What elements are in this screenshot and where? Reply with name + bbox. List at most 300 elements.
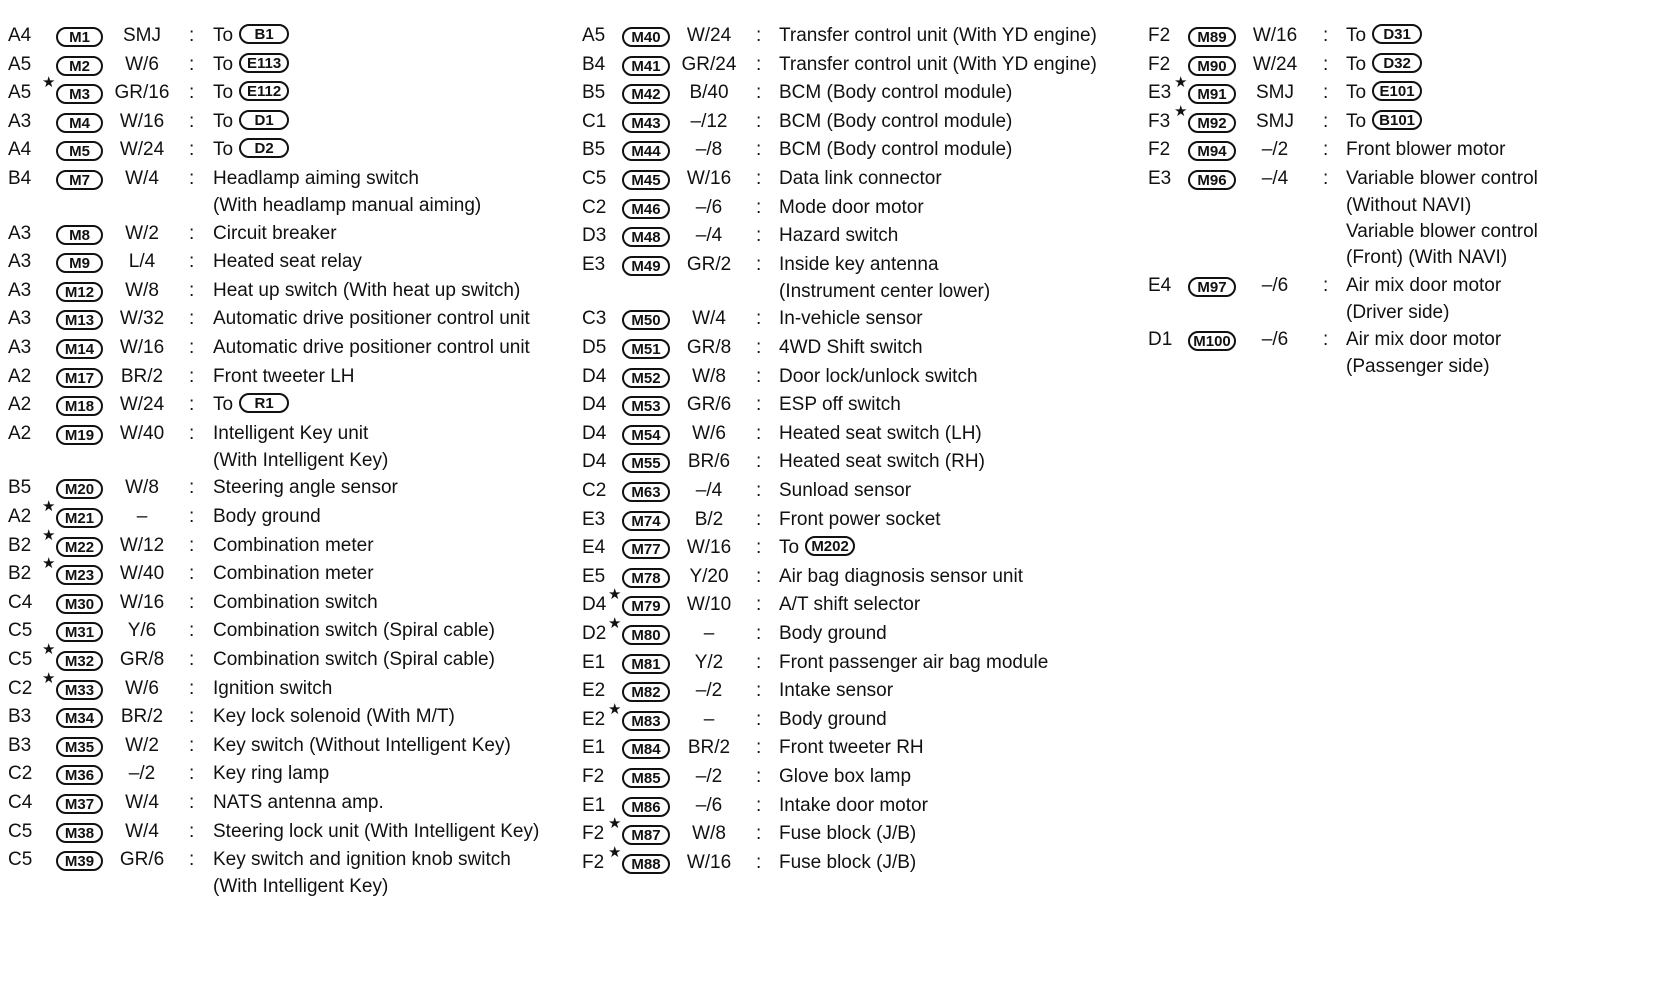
connector-description	[779, 563, 1023, 591]
description-line: Transfer control unit (With YD engine)	[779, 53, 1097, 75]
connector-description	[1346, 108, 1422, 136]
to-label: To	[1346, 110, 1367, 132]
connector-badge: M42	[622, 84, 670, 104]
wire-spec: –/2	[128, 763, 156, 785]
connector-badge: M44	[622, 141, 670, 161]
connector-badge: M86	[622, 797, 670, 817]
wire-spec: W/24	[1252, 53, 1298, 75]
connector-badge: M32	[56, 651, 103, 671]
connector-description	[779, 420, 982, 448]
connector-badge: M85	[622, 768, 670, 788]
description-line: Air bag diagnosis sensor unit	[779, 565, 1023, 587]
wire-spec: –/6	[1261, 274, 1289, 296]
grid-reference: A4	[8, 139, 32, 161]
wire-spec: SMJ	[123, 25, 161, 46]
grid-reference: C3	[582, 308, 607, 330]
description-line: (Driver side)	[1346, 301, 1450, 323]
wire-spec: W/16	[119, 337, 165, 358]
connector-description	[779, 222, 898, 250]
connector-badge: M46	[622, 199, 670, 219]
grid-reference: E2	[582, 708, 606, 730]
description-line: Key ring lamp	[213, 763, 330, 785]
grid-reference: E4	[1148, 274, 1172, 296]
grid-reference: A3	[8, 308, 32, 330]
connector-description	[213, 305, 530, 333]
separator: :	[756, 110, 762, 132]
wire-spec: W/16	[119, 110, 165, 132]
grid-reference: E3	[1148, 168, 1172, 189]
wire-spec: W/8	[692, 365, 726, 387]
connector-description	[213, 560, 374, 588]
grid-reference: A2	[8, 394, 32, 416]
connector-badge: M90	[1188, 56, 1236, 76]
target-connector-badge: B1	[239, 24, 289, 44]
grid-reference: E3	[582, 508, 606, 530]
separator: :	[189, 308, 195, 330]
description-line: Automatic drive positioner control unit	[213, 337, 530, 358]
wire-spec: BR/2	[120, 706, 164, 728]
wire-spec: –/8	[695, 139, 723, 161]
wire-spec: W/4	[125, 168, 159, 189]
separator: :	[756, 337, 762, 358]
wire-spec: –	[703, 708, 715, 730]
separator: :	[1323, 82, 1329, 104]
connector-badge: M39	[56, 851, 103, 871]
wire-spec: Y/2	[694, 651, 724, 673]
separator: :	[756, 565, 762, 587]
target-connector-badge: D1	[239, 110, 289, 130]
star-icon: ★	[42, 669, 56, 687]
wire-spec: Y/20	[689, 565, 729, 587]
description-line: Intelligent Key unit	[213, 422, 369, 444]
wire-spec: W/8	[125, 477, 159, 499]
wire-spec: –	[703, 623, 715, 644]
description-line: Automatic drive positioner control unit	[213, 308, 530, 330]
grid-reference: C2	[8, 763, 33, 785]
grid-reference: A2	[8, 422, 32, 444]
star-icon: ★	[608, 700, 622, 718]
connector-badge: M94	[1188, 141, 1236, 161]
wire-spec: BR/6	[687, 451, 731, 473]
connector-description	[779, 849, 916, 877]
connector-badge: M14	[56, 339, 103, 359]
separator: :	[189, 706, 195, 728]
separator: :	[189, 792, 195, 813]
description-line: 4WD Shift switch	[779, 337, 923, 358]
description-line: Heated seat relay	[213, 251, 362, 273]
wire-spec: GR/16	[114, 82, 170, 104]
connector-description	[213, 760, 329, 788]
wire-spec: W/10	[686, 594, 732, 616]
description-line: Front power socket	[779, 508, 941, 530]
wire-spec: W/8	[692, 823, 726, 845]
separator: :	[756, 623, 762, 644]
connector-badge: M78	[622, 568, 670, 588]
wire-spec: W/16	[686, 851, 732, 873]
separator: :	[189, 477, 195, 499]
wire-spec: –/4	[695, 225, 723, 247]
description-line: Heat up switch (With heat up switch)	[213, 279, 521, 301]
to-label: To	[1346, 82, 1367, 104]
grid-reference: A3	[8, 110, 32, 132]
connector-badge: M87	[622, 825, 670, 845]
wire-spec: Y/6	[127, 620, 157, 642]
connector-badge: M63	[622, 482, 670, 502]
description-line: (With Intelligent Key)	[213, 449, 389, 471]
connector-badge: M48	[622, 227, 670, 247]
separator: :	[756, 480, 762, 501]
description-line: Sunload sensor	[779, 480, 912, 501]
grid-reference: D4	[582, 451, 607, 473]
connector-description	[779, 305, 923, 333]
to-label: To	[213, 82, 234, 104]
connector-description	[213, 363, 355, 391]
connector-description	[213, 503, 321, 531]
separator: :	[756, 422, 762, 444]
connector-description	[779, 334, 923, 362]
description-line: Headlamp aiming switch	[213, 168, 419, 189]
to-label: To	[1346, 25, 1367, 46]
connector-description	[779, 734, 924, 762]
description-line: Combination switch (Spiral cable)	[213, 649, 495, 670]
description-line: A/T shift selector	[779, 594, 921, 616]
connector-badge: M84	[622, 739, 670, 759]
connector-badge: M83	[622, 711, 670, 731]
grid-reference: C4	[8, 792, 33, 813]
separator: :	[189, 506, 195, 527]
star-icon: ★	[1174, 74, 1188, 92]
connector-description	[779, 165, 942, 193]
grid-reference: A5	[8, 53, 32, 75]
description-line: Air mix door motor	[1346, 329, 1502, 351]
connector-description	[213, 277, 520, 305]
separator: :	[189, 820, 195, 842]
connector-badge: M89	[1188, 27, 1236, 47]
grid-reference: D4	[582, 394, 607, 416]
description-line: Key switch and ignition knob switch	[213, 849, 511, 871]
connector-description	[779, 677, 893, 705]
description-line: Variable blower control	[1346, 221, 1538, 242]
description-line: Front tweeter LH	[213, 365, 355, 387]
separator: :	[756, 53, 762, 75]
wire-spec: W/32	[119, 308, 165, 330]
separator: :	[189, 53, 195, 75]
target-connector-badge: D32	[1372, 53, 1422, 73]
connector-badge: M23	[56, 565, 103, 585]
grid-reference: B5	[582, 139, 606, 161]
connector-description	[1346, 272, 1501, 326]
connector-description	[779, 22, 1097, 50]
grid-reference: A5	[8, 82, 32, 104]
connector-badge: M9	[56, 253, 103, 273]
separator: :	[756, 365, 762, 387]
connector-description	[213, 136, 289, 164]
separator: :	[189, 222, 195, 244]
grid-reference: E2	[582, 680, 606, 702]
connector-description	[779, 649, 1048, 677]
connector-badge: M82	[622, 682, 670, 702]
separator: :	[189, 365, 195, 387]
grid-reference: F2	[582, 851, 605, 873]
target-connector-badge: E113	[239, 53, 289, 73]
wire-spec: W/24	[686, 25, 732, 46]
grid-reference: E1	[582, 651, 606, 673]
separator: :	[189, 110, 195, 132]
connector-badge: M2	[56, 56, 103, 76]
connector-description	[779, 763, 911, 791]
wire-spec: –/12	[690, 110, 728, 132]
grid-reference: C5	[582, 168, 607, 189]
wire-spec: GR/8	[686, 337, 732, 358]
separator: :	[189, 677, 195, 699]
grid-reference: E1	[582, 794, 606, 816]
connector-description	[213, 51, 289, 79]
wire-spec: SMJ	[1256, 110, 1294, 132]
connector-badge: M49	[622, 256, 670, 276]
description-line: Body ground	[779, 708, 887, 730]
connector-badge: M12	[56, 282, 103, 302]
separator: :	[756, 708, 762, 730]
star-icon: ★	[608, 843, 622, 861]
wire-spec: GR/8	[119, 649, 165, 670]
description-line: (Without NAVI)	[1346, 195, 1472, 216]
connector-description	[779, 363, 978, 391]
connector-badge: M81	[622, 654, 670, 674]
wire-spec: W/4	[125, 820, 159, 842]
connector-badge: M40	[622, 27, 670, 47]
description-line: (Passenger side)	[1346, 356, 1490, 378]
grid-reference: F3	[1148, 110, 1171, 132]
description-line: Front blower motor	[1346, 139, 1506, 161]
connector-badge: M50	[622, 310, 670, 330]
connector-description	[779, 79, 1012, 107]
wire-spec: W/4	[125, 792, 159, 813]
grid-reference: B5	[582, 82, 606, 104]
connector-description	[213, 846, 511, 900]
connector-description	[213, 420, 388, 474]
grid-reference: D1	[1148, 329, 1173, 351]
connector-description	[779, 136, 1012, 164]
target-connector-badge: D2	[239, 138, 289, 158]
description-line: BCM (Body control module)	[779, 110, 1013, 132]
wire-spec: BR/2	[120, 365, 164, 387]
grid-reference: C2	[582, 196, 607, 218]
description-line: Combination switch	[213, 591, 378, 613]
separator: :	[756, 451, 762, 473]
description-line: Variable blower control	[1346, 168, 1538, 189]
separator: :	[1323, 139, 1329, 161]
separator: :	[756, 253, 762, 275]
grid-reference: D4	[582, 594, 607, 616]
grid-reference: F2	[582, 823, 605, 845]
star-icon: ★	[42, 526, 56, 544]
connector-badge: M51	[622, 339, 670, 359]
separator: :	[756, 394, 762, 416]
target-connector-badge: E112	[239, 81, 289, 101]
wire-spec: W/6	[125, 53, 159, 75]
connector-badge: M92	[1188, 113, 1236, 133]
separator: :	[189, 534, 195, 556]
description-line: ESP off switch	[779, 394, 901, 416]
separator: :	[756, 737, 762, 759]
grid-reference: F2	[1148, 139, 1171, 161]
separator: :	[1323, 25, 1329, 46]
target-connector-badge: R1	[239, 393, 289, 413]
description-line: (Front) (With NAVI)	[1346, 247, 1508, 268]
connector-description	[213, 334, 530, 362]
grid-reference: B4	[582, 53, 606, 75]
separator: :	[756, 139, 762, 161]
grid-reference: B2	[8, 534, 32, 556]
description-line: Intake sensor	[779, 680, 894, 702]
connector-description	[779, 251, 990, 305]
grid-reference: C5	[8, 649, 33, 670]
wire-spec: W/24	[119, 139, 165, 161]
wire-spec: GR/6	[686, 394, 732, 416]
connector-badge: M54	[622, 425, 670, 445]
description-line: Steering lock unit (With Intelligent Key)	[213, 820, 540, 842]
connector-description	[213, 79, 289, 107]
wire-spec: BR/2	[687, 737, 731, 759]
connector-description	[779, 506, 941, 534]
connector-description	[213, 617, 495, 645]
grid-reference: A3	[8, 251, 32, 273]
connector-badge: M53	[622, 396, 670, 416]
description-line: BCM (Body control module)	[779, 139, 1013, 161]
grid-reference: E3	[582, 253, 606, 275]
to-label: To	[779, 537, 800, 559]
grid-reference: A3	[8, 337, 32, 358]
to-label: To	[213, 25, 234, 46]
star-icon: ★	[42, 74, 56, 92]
connector-badge: M88	[622, 854, 670, 874]
description-line: Air mix door motor	[1346, 274, 1502, 296]
connector-description	[779, 792, 928, 820]
connector-badge: M41	[622, 56, 670, 76]
separator: :	[189, 734, 195, 756]
connector-description	[779, 108, 1012, 136]
connector-badge: M52	[622, 368, 670, 388]
connector-description	[213, 589, 378, 617]
connector-description	[213, 646, 495, 674]
connector-description	[1346, 22, 1422, 50]
connector-badge: M36	[56, 765, 103, 785]
grid-reference: C1	[582, 110, 607, 132]
separator: :	[1323, 53, 1329, 75]
connector-badge: M17	[56, 368, 103, 388]
separator: :	[189, 279, 195, 301]
target-connector-badge: D31	[1372, 24, 1422, 44]
wire-spec: –/2	[1261, 139, 1289, 161]
connector-badge: M77	[622, 539, 670, 559]
connector-badge: M1	[56, 27, 103, 47]
wire-spec: GR/6	[119, 849, 165, 871]
connector-badge: M19	[56, 425, 103, 445]
connector-description	[1346, 136, 1505, 164]
separator: :	[756, 168, 762, 189]
description-line: Body ground	[213, 506, 321, 527]
description-line: Fuse block (J/B)	[779, 851, 917, 873]
grid-reference: A4	[8, 25, 32, 46]
connector-badge: M100	[1188, 331, 1236, 351]
connector-description	[213, 22, 289, 50]
wire-spec: –/2	[695, 766, 723, 787]
connector-description	[213, 391, 289, 419]
description-line: Heated seat switch (RH)	[779, 451, 985, 473]
connector-badge: M20	[56, 479, 103, 499]
description-line: Hazard switch	[779, 225, 899, 247]
separator: :	[756, 308, 762, 330]
wire-spec: W/16	[119, 591, 165, 613]
connector-description	[213, 220, 337, 248]
separator: :	[189, 591, 195, 613]
connector-description	[213, 108, 289, 136]
connector-description	[779, 51, 1097, 79]
connector-badge: M96	[1188, 170, 1236, 190]
description-line: BCM (Body control module)	[779, 82, 1013, 104]
target-connector-badge: E101	[1372, 81, 1422, 101]
connector-description	[779, 448, 985, 476]
connector-description	[213, 248, 362, 276]
to-label: To	[213, 53, 234, 75]
wire-spec: W/6	[692, 422, 726, 444]
wire-spec: W/12	[119, 534, 165, 556]
wire-spec: –/6	[695, 196, 723, 218]
connector-badge: M80	[622, 625, 670, 645]
target-connector-badge: M202	[805, 536, 855, 556]
connector-badge: M21	[56, 508, 103, 528]
grid-reference: C5	[8, 849, 33, 871]
star-icon: ★	[42, 498, 56, 515]
separator: :	[756, 823, 762, 845]
description-line: Combination meter	[213, 534, 374, 556]
wire-spec: W/24	[119, 394, 165, 416]
connector-description	[213, 532, 374, 560]
wire-spec: W/4	[692, 308, 726, 330]
connector-badge: M31	[56, 622, 103, 642]
description-line: Combination meter	[213, 563, 374, 585]
connector-badge: M7	[56, 170, 103, 190]
wire-spec: –/6	[1261, 329, 1289, 351]
connector-description	[1346, 51, 1422, 79]
description-line: Door lock/unlock switch	[779, 365, 978, 387]
wire-spec: W/6	[125, 677, 159, 699]
connector-description	[779, 620, 887, 648]
separator: :	[1323, 274, 1329, 296]
description-line: (With headlamp manual aiming)	[213, 195, 482, 216]
wire-spec: W/16	[1252, 25, 1298, 46]
connector-description	[779, 534, 855, 562]
description-line: Front tweeter RH	[779, 737, 924, 759]
connector-badge: M55	[622, 453, 670, 473]
separator: :	[189, 620, 195, 642]
separator: :	[189, 251, 195, 273]
wire-spec: –/2	[695, 680, 723, 702]
connector-badge: M37	[56, 794, 103, 814]
connector-badge: M74	[622, 511, 670, 531]
connector-badge: M45	[622, 170, 670, 190]
star-icon: ★	[42, 641, 56, 658]
separator: :	[189, 139, 195, 161]
wire-spec: –	[136, 506, 148, 527]
grid-reference: E5	[582, 565, 606, 587]
separator: :	[756, 766, 762, 787]
separator: :	[756, 851, 762, 873]
star-icon: ★	[42, 555, 56, 573]
wire-spec: –/6	[695, 794, 723, 816]
description-line: Body ground	[779, 623, 887, 644]
description-line: Heated seat switch (LH)	[779, 422, 982, 444]
